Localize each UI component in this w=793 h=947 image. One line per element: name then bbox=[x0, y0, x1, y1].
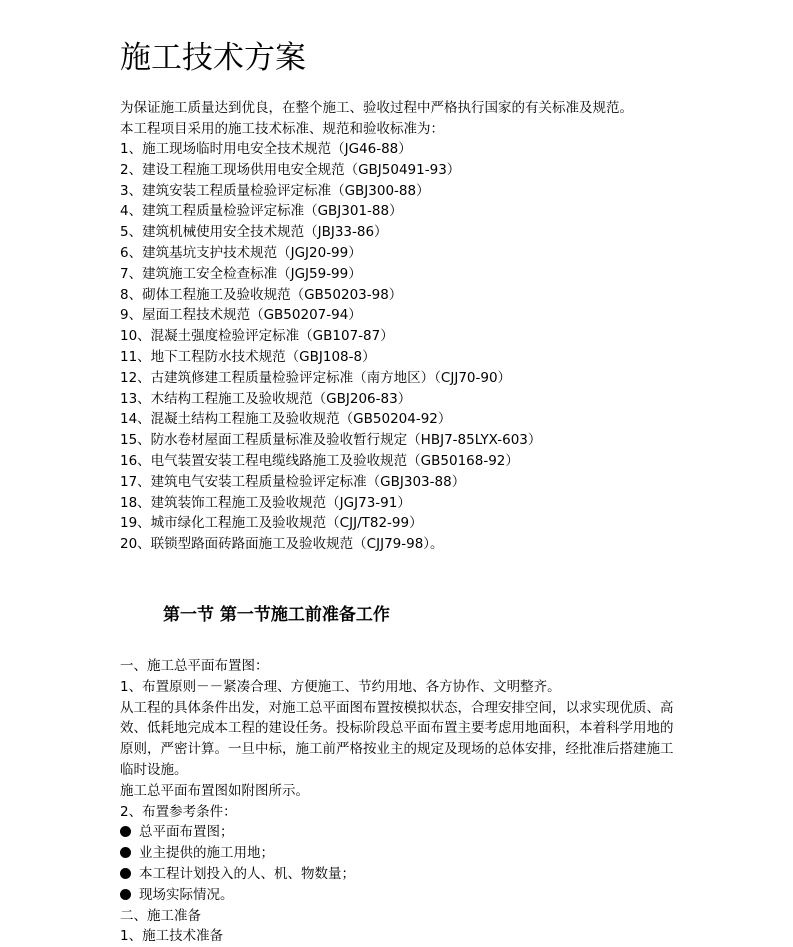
bullet-list-item bbox=[120, 885, 680, 906]
layout-paragraph: 从工程的具体条件出发，对施工总平面图布置按模拟状态，合理安排空间，以求实现优质、高效、低耗地完成本工程的建设任务。投标阶段总平面布置主要考虑用地面积，本着科学用地的原则，严密计算。一旦中标，施工前严格按业主的规定及现场的总体安排，经批准后搭建施工临时设施。 bbox=[120, 699, 674, 778]
bullet-text: 本工程计划投入的人、机、物数量； bbox=[139, 865, 355, 882]
standards-list-item: 13、木结构工程施工及验收规范（GBJ206-83） bbox=[120, 390, 412, 407]
intro-paragraph bbox=[120, 98, 680, 140]
layout-principle-item: 1、布置原则－－紧凑合理、方便施工、节约用地、各方协作、文明整齐。 bbox=[120, 678, 561, 695]
standards-list-item: 6、建筑基坑支护技术规范（JGJ20-99） bbox=[120, 244, 362, 261]
standards-list bbox=[120, 139, 680, 555]
subheading-preparation: 二、施工准备 bbox=[120, 907, 201, 924]
standards-list-item: 10、混凝土强度检验评定标准（GB107-87） bbox=[120, 328, 394, 345]
section-heading: 第一节 第一节施工前准备工作 bbox=[163, 605, 390, 625]
layout-note: 施工总平面布置图如附图所示。 bbox=[120, 782, 309, 799]
subheading-site-layout: 一、施工总平面布置图： bbox=[120, 658, 269, 674]
standards-list-item: 9、屋面工程技术规范（GB50207-94） bbox=[120, 307, 362, 324]
bullet-icon bbox=[120, 826, 131, 837]
standards-list-item: 20、联锁型路面砖路面施工及验收规范（CJJ79-98）。 bbox=[120, 536, 444, 553]
standards-list-item: 8、砌体工程施工及验收规范（GB50203-98） bbox=[120, 286, 403, 303]
standards-list-item: 11、地下工程防水技术规范（GBJ108-8） bbox=[120, 348, 376, 365]
bullet-text: 业主提供的施工用地； bbox=[139, 845, 274, 862]
standards-list-item: 14、混凝土结构工程施工及验收规范（GB50204-92） bbox=[120, 411, 452, 428]
intro-line-1: 为保证施工质量达到优良，在整个施工、验收过程中严格执行国家的有关标准及规范。 bbox=[120, 100, 633, 116]
reference-conditions-item: 2、布置参考条件： bbox=[120, 803, 237, 820]
document-title: 施工技术方案 bbox=[120, 40, 306, 76]
bullet-text: 现场实际情况。 bbox=[139, 886, 234, 903]
bullet-icon bbox=[120, 847, 131, 858]
standards-list-item: 15、防水卷材屋面工程质量标准及验收暂行规定（HBJ7-85LYX-603） bbox=[120, 432, 542, 449]
bullet-list-item bbox=[120, 822, 680, 843]
standards-list-item: 19、城市绿化工程施工及验收规范（CJJ/T82-99） bbox=[120, 515, 423, 532]
standards-list-item: 3、建筑安装工程质量检验评定标准（GBJ300-88） bbox=[120, 182, 430, 199]
standards-list-item: 7、建筑施工安全检查标准（JGJ59-99） bbox=[120, 265, 362, 282]
bullet-icon bbox=[120, 868, 131, 879]
standards-list-item: 12、古建筑修建工程质量检验评定标准（南方地区）（CJJ70-90） bbox=[120, 369, 512, 386]
standards-list-item: 18、建筑装饰工程施工及验收规范（JGJ73-91） bbox=[120, 494, 411, 511]
bullet-list-item bbox=[120, 843, 680, 864]
standards-list-item: 4、建筑工程质量检验评定标准（GBJ301-88） bbox=[120, 203, 403, 220]
standards-list-item: 16、电气装置安装工程电缆线路施工及验收规范（GB50168-92） bbox=[120, 452, 519, 469]
technical-preparation-item: 1、施工技术准备 bbox=[120, 928, 224, 945]
standards-list-item: 1、施工现场临时用电安全技术规范（JG46-88） bbox=[120, 141, 412, 157]
standards-list-item: 5、建筑机械使用安全技术规范（JBJ33-86） bbox=[120, 224, 388, 241]
standards-list-item: 17、建筑电气安装工程质量检验评定标准（GBJ303-88） bbox=[120, 473, 466, 490]
intro-line-2: 本工程项目采用的施工技术标准、规范和验收标准为： bbox=[120, 120, 444, 137]
section-body bbox=[120, 656, 680, 947]
bullet-icon bbox=[120, 889, 131, 900]
bullet-list-item bbox=[120, 864, 680, 885]
bullet-text: 总平面布置图； bbox=[139, 824, 234, 841]
standards-list-item: 2、建设工程施工现场供用电安全规范（GBJ50491-93） bbox=[120, 161, 461, 178]
